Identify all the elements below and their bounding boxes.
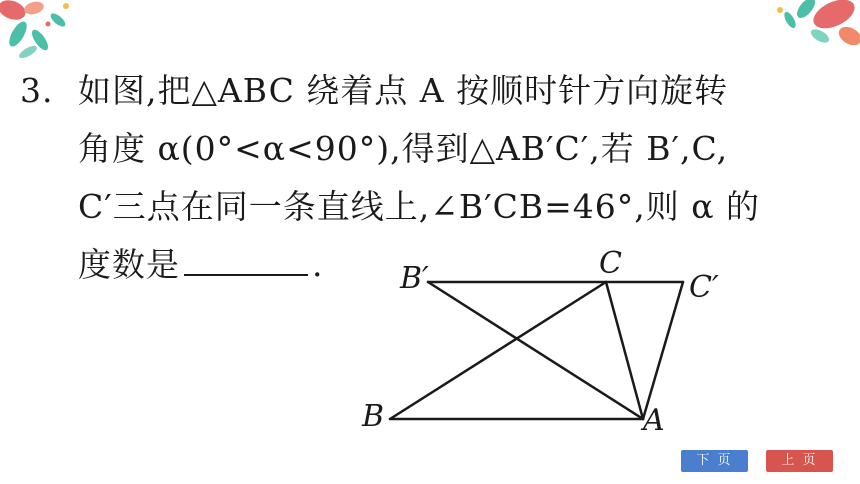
problem-number: 3.: [20, 71, 54, 110]
rotation-triangle-figure: [340, 240, 740, 440]
next-page-button[interactable]: 下 页: [681, 450, 748, 472]
label-c-prime: C′: [689, 270, 719, 305]
corner-leaf-decoration-right: [750, 0, 860, 58]
problem-line-4-text: 度数是: [78, 245, 180, 284]
label-a: A: [643, 403, 665, 438]
problem-line-4-period: .: [312, 245, 324, 284]
segment-c-prime-a: [643, 282, 683, 419]
label-b: B: [362, 399, 385, 434]
previous-page-button[interactable]: 上 页: [766, 450, 833, 472]
problem-line-3: C′三点在同一条直线上,∠B′CB=46°,则 α 的: [78, 187, 761, 226]
problem-line-1: 如图,把△ABC 绕着点 A 按顺时针方向旋转: [78, 71, 729, 110]
problem-line-4: [78, 236, 324, 294]
label-b-prime: B′: [400, 261, 429, 296]
answer-blank[interactable]: [184, 248, 308, 276]
label-c: C: [599, 246, 622, 281]
corner-leaf-decoration-left: [0, 0, 90, 70]
problem-line-2: 角度 α(0°<α<90°),得到△AB′C′,若 B′,C,: [78, 129, 729, 168]
segment-b-c: [390, 282, 606, 419]
